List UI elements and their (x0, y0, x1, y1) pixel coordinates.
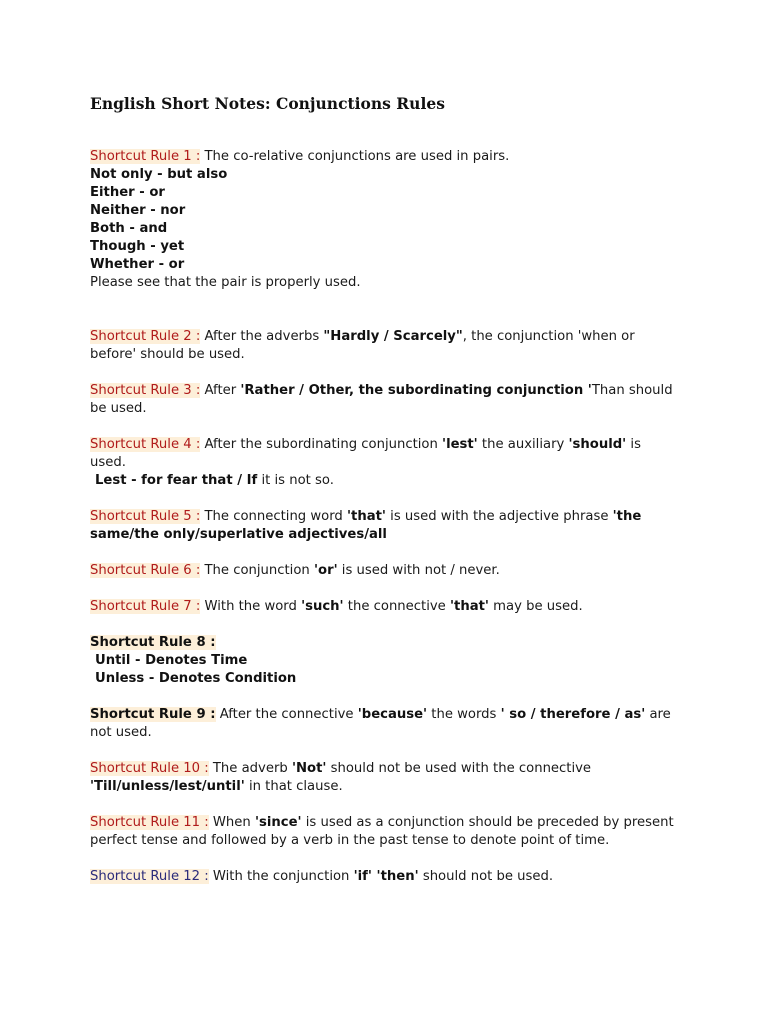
rule-text: it is not so. (257, 473, 334, 488)
rule-10 (90, 760, 678, 796)
rule-1 (90, 148, 678, 292)
rule-7-label: Shortcut Rule 7 : (90, 599, 201, 614)
rule-10-label: Shortcut Rule 10 : (90, 761, 209, 776)
rule-11-label: Shortcut Rule 11 : (90, 815, 209, 830)
rule-11 (90, 814, 678, 850)
rule-1-text: The co-relative conjunctions are used in pairs. (200, 149, 510, 164)
rule-4-label: Shortcut Rule 4 : (90, 437, 201, 452)
rule-2-label: Shortcut Rule 2 : (90, 329, 201, 344)
pair-item: Not only - but also (90, 167, 228, 182)
rule-text: should not be used with the connective (326, 761, 592, 776)
rule-text: After the connective (215, 707, 358, 722)
rule-text: After the adverbs (200, 329, 324, 344)
rule-text: is used with not / never. (337, 563, 500, 578)
rule-1-closing: Please see that the pair is properly used. (90, 275, 361, 290)
rule-text: the words (427, 707, 501, 722)
rule-8-line: Until - Denotes Time (95, 653, 248, 668)
rule-bold-term: "Hardly / Scarcely" (323, 329, 463, 344)
rule-text: With the word (200, 599, 302, 614)
rule-2 (90, 328, 678, 364)
rule-bold-term: 'if' 'then' (353, 869, 419, 884)
pair-item: Whether - or (90, 257, 185, 272)
rule-9 (90, 706, 678, 742)
rule-bold-term: 'that' (449, 599, 489, 614)
rule-bold-term: 'that' (346, 509, 386, 524)
rule-bold-term: 'Till/unless/lest/until' (90, 779, 245, 794)
rule-text: in that clause. (244, 779, 343, 794)
rule-text: After the subordinating conjunction (200, 437, 443, 452)
rule-text: The adverb (208, 761, 292, 776)
rule-12-label: Shortcut Rule 12 : (90, 869, 209, 884)
pair-item: Either - or (90, 185, 165, 200)
rule-bold-term: 'Not' (291, 761, 327, 776)
page-title: English Short Notes: Conjunctions Rules (90, 94, 445, 113)
rule-9-label: Shortcut Rule 9 : (90, 707, 216, 722)
rule-text: should not be used. (418, 869, 554, 884)
rule-bold-term: 'or' (313, 563, 338, 578)
rule-3-label: Shortcut Rule 3 : (90, 383, 201, 398)
rule-text: is used as a conjunction should be preceded by present perfect tense and followed by a verb in the past tense to denote point of time. (90, 815, 674, 848)
rule-bold-term: 'Rather / Other, the subordinating conjunction ' (240, 383, 592, 398)
rule-bold-term: 'should' (568, 437, 627, 452)
rule-4 (90, 436, 678, 490)
rule-6 (90, 562, 678, 580)
rule-8-line: Unless - Denotes Condition (95, 671, 297, 686)
rule-8 (90, 634, 678, 688)
rule-text: When (208, 815, 255, 830)
rule-text: the connective (343, 599, 450, 614)
rule-text: may be used. (488, 599, 583, 614)
rule-8-label: Shortcut Rule 8 : (90, 635, 216, 650)
rule-bold-term: Lest - for fear that / If (95, 473, 258, 488)
rule-bold-term: 'because' (357, 707, 428, 722)
rule-6-label: Shortcut Rule 6 : (90, 563, 201, 578)
rule-text: is used with the adjective phrase (385, 509, 613, 524)
rule-text: is used. (90, 437, 641, 470)
rule-bold-term: 'such' (301, 599, 344, 614)
rule-bold-term: 'the same/the only/superlative adjectives/all (90, 509, 642, 542)
rule-bold-term: 'since' (254, 815, 302, 830)
rule-text: With the conjunction (208, 869, 354, 884)
rule-1-label: Shortcut Rule 1 : (90, 149, 201, 164)
rule-text: are not used. (90, 707, 671, 740)
rule-text: After (200, 383, 241, 398)
rule-5-label: Shortcut Rule 5 : (90, 509, 201, 524)
rule-12 (90, 868, 678, 886)
rule-text: The conjunction (200, 563, 314, 578)
rule-text: the auxiliary (477, 437, 569, 452)
rule-3 (90, 382, 678, 418)
pair-item: Both - and (90, 221, 168, 236)
rule-5 (90, 508, 678, 544)
rule-7 (90, 598, 678, 616)
pair-item: Though - yet (90, 239, 185, 254)
rule-bold-term: ' so / therefore / as' (500, 707, 646, 722)
rule-text: Than should be used. (90, 383, 673, 416)
pair-item: Neither - nor (90, 203, 186, 218)
rule-text: The connecting word (200, 509, 347, 524)
rule-bold-term: 'lest' (442, 437, 478, 452)
rule-text: , the conjunction 'when or before' should be used. (90, 329, 635, 362)
